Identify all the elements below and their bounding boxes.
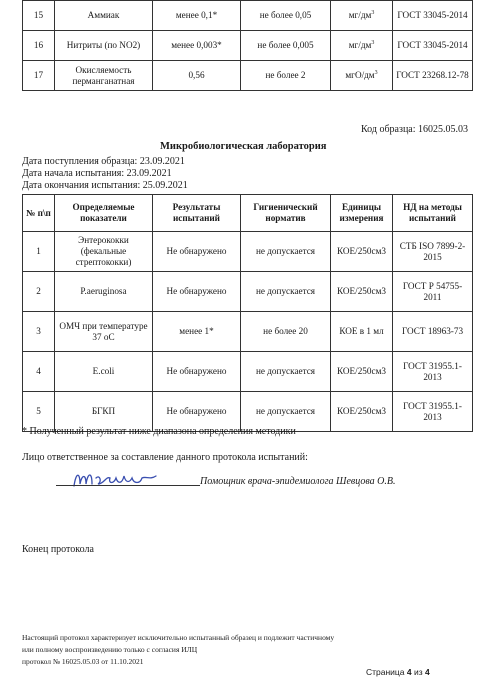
table-row (23, 31, 473, 61)
indicator-name: Окисляемость перманганатная (55, 61, 153, 91)
indicator-name: P.aeruginosa (55, 272, 153, 312)
responsible-name: Помощник врача-эпидемиолога Шевцова О.В. (200, 476, 396, 487)
signature-line (56, 485, 200, 486)
result-value: Не обнаружено (153, 352, 241, 392)
table-row (23, 352, 473, 392)
table-row (23, 61, 473, 91)
row-number: 15 (23, 1, 55, 31)
chemistry-results-table (22, 0, 473, 91)
date-end: Дата окончания испытания: 25.09.2021 (22, 180, 188, 191)
disclaimer-line-1: Настоящий протокол характеризует исключительно испытанный образец и подлежит частичному (22, 633, 335, 642)
column-header: № п\п (23, 195, 55, 232)
norm-value: не более 0,005 (241, 31, 331, 61)
indicator-name: Нитриты (по NO2) (55, 31, 153, 61)
row-number: 1 (23, 232, 55, 272)
responsible-label: Лицо ответственное за составление данного протокола испытаний: (22, 452, 308, 463)
norm-value: не допускается (241, 272, 331, 312)
table-header-row (23, 195, 473, 232)
result-value: менее 0,1* (153, 1, 241, 31)
result-value: менее 1* (153, 312, 241, 352)
indicator-name: ОМЧ при температуре 37 оС (55, 312, 153, 352)
row-number: 2 (23, 272, 55, 312)
column-header: Определяемые показатели (55, 195, 153, 232)
unit-value: КОЕ/250см3 (331, 232, 393, 272)
unit-value: КОЕ/250см3 (331, 352, 393, 392)
date-received: Дата поступления образца: 23.09.2021 (22, 156, 185, 167)
norm-value: не допускается (241, 392, 331, 432)
column-header: Результаты испытаний (153, 195, 241, 232)
method-value: ГОСТ 31955.1-2013 (393, 392, 473, 432)
result-value: менее 0,003* (153, 31, 241, 61)
lab-title: Микробиологическая лаборатория (160, 141, 327, 152)
result-value: Не обнаружено (153, 272, 241, 312)
unit-value: $мг/дм^3$ (331, 1, 393, 31)
column-header: Гигиенический норматив (241, 195, 331, 232)
norm-value: не допускается (241, 352, 331, 392)
norm-value: не более 2 (241, 61, 331, 91)
table-row (23, 272, 473, 312)
method-value: СТБ ISO 7899-2-2015 (393, 232, 473, 272)
method-value: ГОСТ Р 54755-2011 (393, 272, 473, 312)
sample-code: Код образца: 16025.05.03 (361, 124, 469, 135)
microbiology-results-table (22, 194, 473, 432)
row-number: 3 (23, 312, 55, 352)
row-number: 4 (23, 352, 55, 392)
column-header: Единицы измерения (331, 195, 393, 232)
method-value: ГОСТ 33045-2014 (393, 1, 473, 31)
table-row (23, 1, 473, 31)
indicator-name: Энтерококки (фекальные стрептококки) (55, 232, 153, 272)
row-number: 16 (23, 31, 55, 61)
result-value: Не обнаружено (153, 392, 241, 432)
table-row (23, 232, 473, 272)
end-of-protocol: Конец протокола (22, 544, 94, 555)
method-value: ГОСТ 33045-2014 (393, 31, 473, 61)
column-header: НД на методы испытаний (393, 195, 473, 232)
date-start: Дата начала испытания: 23.09.2021 (22, 168, 172, 179)
disclaimer-line-2: или полному воспроизведению только с согласия ИЛЦ (22, 645, 198, 654)
indicator-name: Аммиак (55, 1, 153, 31)
unit-value: КОЕ/250см3 (331, 392, 393, 432)
norm-value: не более 0,05 (241, 1, 331, 31)
result-value: Не обнаружено (153, 232, 241, 272)
norm-value: не более 20 (241, 312, 331, 352)
method-value: ГОСТ 18963-73 (393, 312, 473, 352)
method-value: ГОСТ 31955.1-2013 (393, 352, 473, 392)
row-number: 17 (23, 61, 55, 91)
unit-value: $мг/дм^3$ (331, 31, 393, 61)
unit-value: КОЕ/250см3 (331, 272, 393, 312)
row-number: 5 (23, 392, 55, 432)
norm-value: не допускается (241, 232, 331, 272)
unit-value: КОЕ в 1 мл (331, 312, 393, 352)
table-row (23, 312, 473, 352)
footnote: * Полученный результат ниже диапазона определения методики (22, 426, 296, 437)
unit-value: мгО/$дм^3$ (331, 61, 393, 91)
indicator-name: БГКП (55, 392, 153, 432)
disclaimer-line-3: протокол № 16025.05.03 от 11.10.2021 (22, 657, 144, 666)
indicator-name: E.coli (55, 352, 153, 392)
signature (70, 466, 160, 492)
method-value: ГОСТ 23268.12-78 (393, 61, 473, 91)
result-value: 0,56 (153, 61, 241, 91)
page-number: Страница 4 из 4 (366, 667, 430, 677)
